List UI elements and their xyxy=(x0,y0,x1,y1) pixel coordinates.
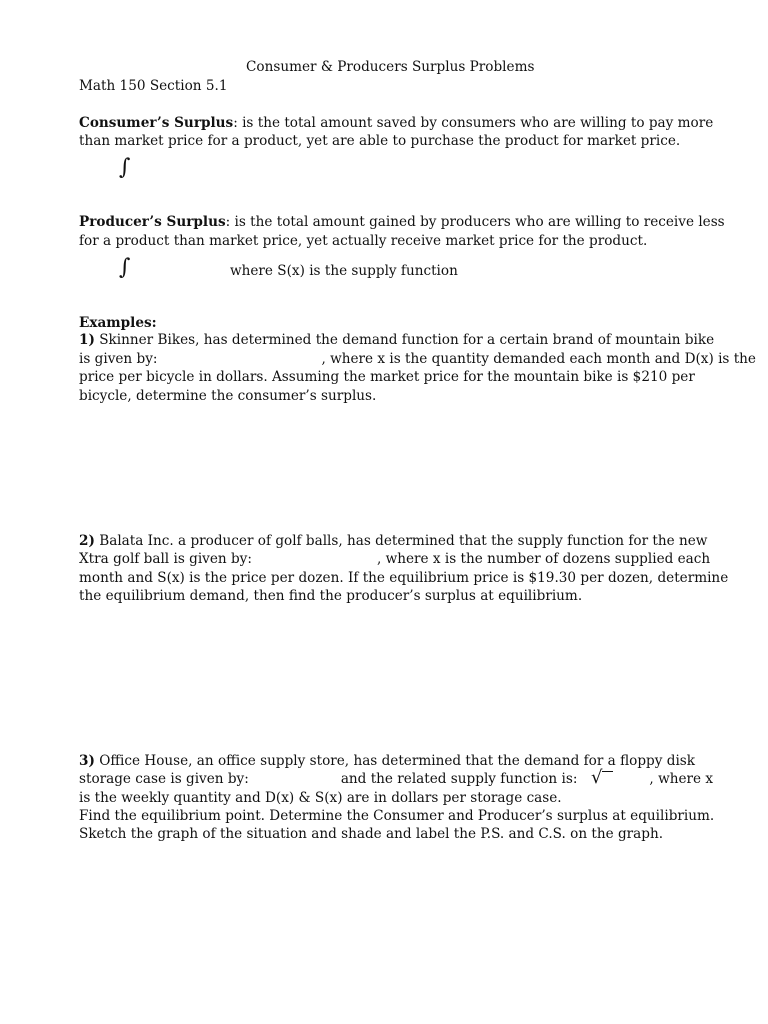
example3-line1: 3) Office House, an office supply store, has determined that the demand for a floppy disk xyxy=(79,753,696,769)
consumer-surplus-def-line2: than market price for a product, yet are able to purchase the product for market price. xyxy=(79,133,681,149)
example1-line2: is given by: , where x is the quantity demanded each month and D(x) is the xyxy=(79,351,756,367)
supply-function-note: where S(x) is the supply function xyxy=(230,263,458,279)
integral-sign-icon: ∫ xyxy=(119,155,131,180)
producer-surplus-def-line1: Producer’s Surplus: is the total amount gained by producers who are willing to receive less xyxy=(79,214,725,230)
square-root-bar xyxy=(602,771,613,772)
producer-surplus-def-line2: for a product than market price, yet actually receive market price for the product. xyxy=(79,233,648,249)
square-root-icon: √ xyxy=(591,767,603,788)
example2-line4: the equilibrium demand, then find the producer’s surplus at equilibrium. xyxy=(79,588,583,604)
consumer-surplus-def-line1: Consumer’s Surplus: is the total amount saved by consumers who are willing to pay more xyxy=(79,115,714,131)
example3-line5: Sketch the graph of the situation and shade and label the P.S. and C.S. on the graph. xyxy=(79,826,664,842)
example3-line4: Find the equilibrium point. Determine the Consumer and Producer’s surplus at equilibrium. xyxy=(79,808,715,824)
example3-number: 3) xyxy=(79,753,95,769)
example1-line1: 1) Skinner Bikes, has determined the demand function for a certain brand of mountain bike xyxy=(79,332,715,348)
example2-line3: month and S(x) is the price per dozen. If the equilibrium price is $19.30 per dozen, determine xyxy=(79,570,729,586)
examples-heading: Examples: xyxy=(79,315,157,331)
producer-surplus-term: Producer’s Surplus xyxy=(79,214,226,230)
page-title: Consumer & Producers Surplus Problems xyxy=(246,59,535,75)
example1-line4: bicycle, determine the consumer’s surplus. xyxy=(79,388,377,404)
example3-line2: storage case is given by: and the related supply function is: , where x xyxy=(79,771,714,787)
example1-line3: price per bicycle in dollars. Assuming the market price for the mountain bike is $210 per xyxy=(79,369,695,385)
example2-line2: Xtra golf ball is given by: , where x is the number of dozens supplied each xyxy=(79,551,711,567)
course-label: Math 150 Section 5.1 xyxy=(79,78,228,94)
integral-sign-icon: ∫ xyxy=(119,255,131,280)
example2-number: 2) xyxy=(79,533,95,549)
example3-line3: is the weekly quantity and D(x) & S(x) are in dollars per storage case. xyxy=(79,790,562,806)
example2-line1: 2) Balata Inc. a producer of golf balls, has determined that the supply function for the new xyxy=(79,533,708,549)
consumer-surplus-term: Consumer’s Surplus xyxy=(79,115,234,131)
example1-number: 1) xyxy=(79,332,95,348)
